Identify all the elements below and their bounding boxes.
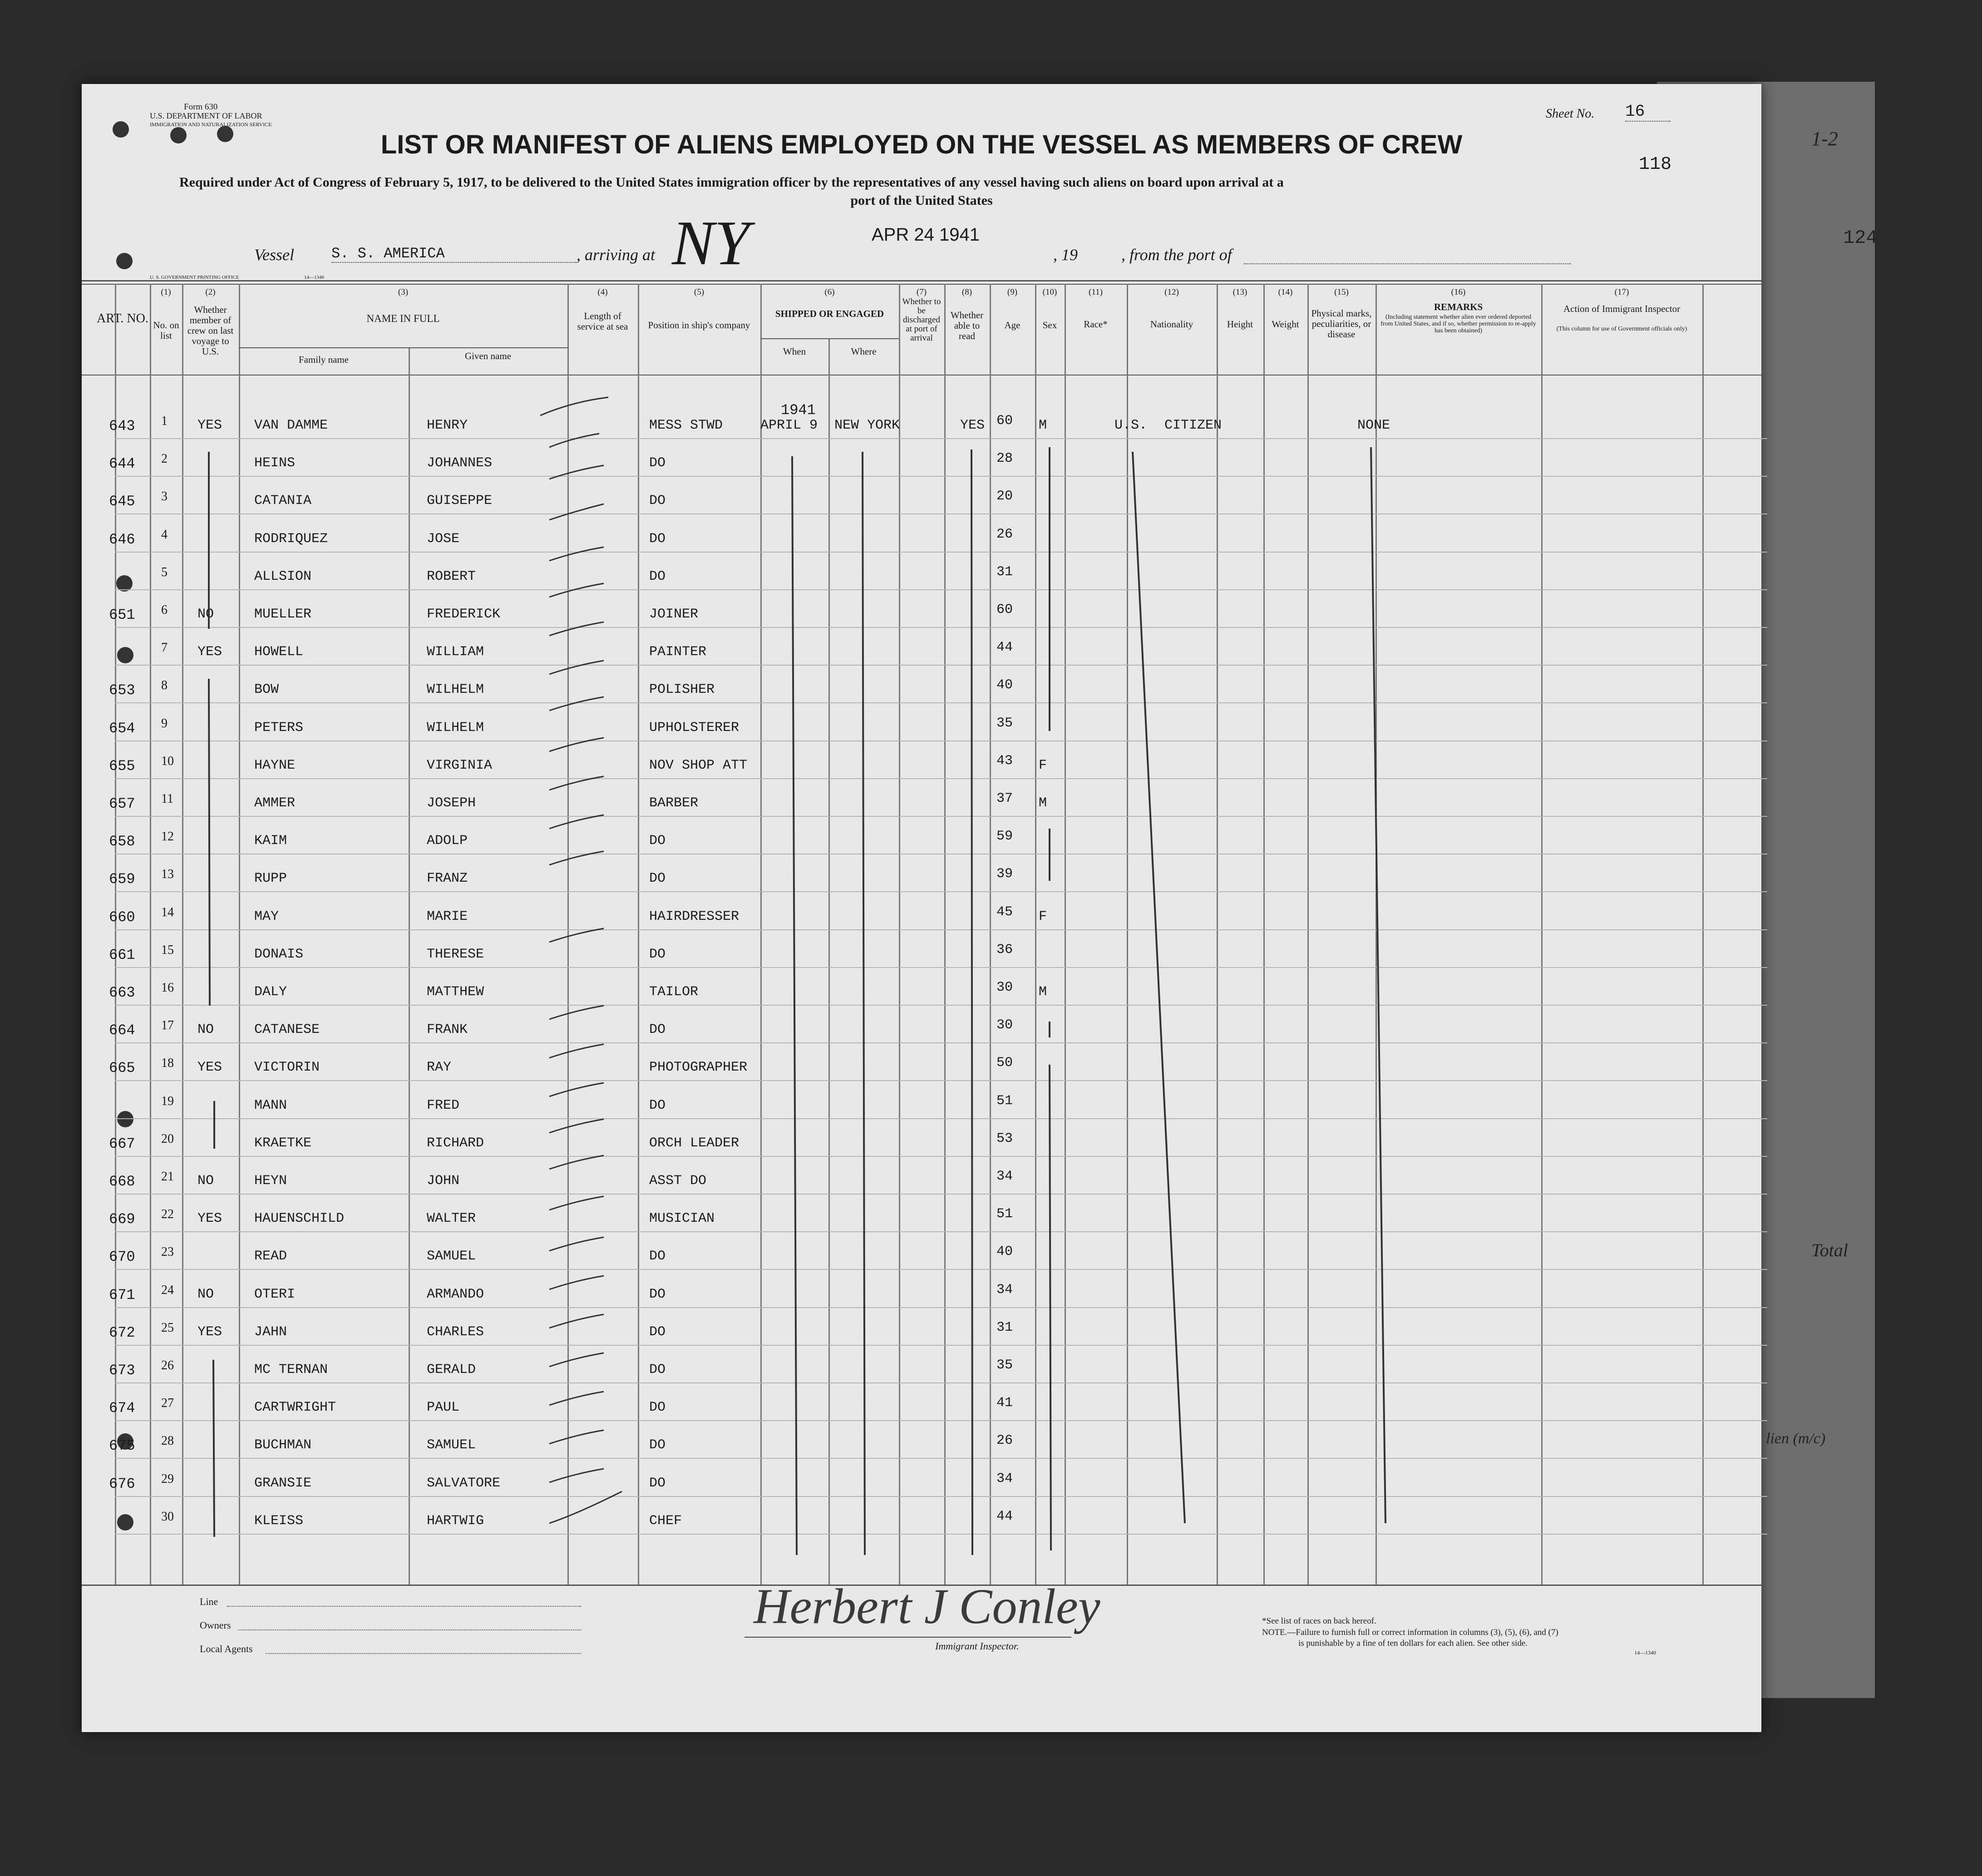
cell-given-name: FRED (427, 1097, 460, 1113)
cell-given-name: GUISEPPE (427, 493, 493, 509)
cell-position: POLISHER (649, 682, 715, 698)
cell-age: 26 (996, 1433, 1013, 1449)
cell-no-on-list: 13 (161, 867, 174, 882)
races-note: *See list of races on back hereof. (1262, 1616, 1376, 1626)
col-number: (15) (1334, 287, 1349, 297)
col-number: (6) (824, 287, 835, 297)
margin-note-1: 1-2 (1811, 128, 1838, 150)
art-no-header: ART. NO. (97, 311, 148, 326)
cell-no-on-list: 22 (161, 1207, 174, 1222)
cell-position: MUSICIAN (649, 1211, 715, 1227)
cell-art-no: 646 (109, 531, 135, 548)
cell-position: DO (649, 1437, 666, 1453)
col-family-name: Family name (298, 354, 349, 365)
sheet-number: 16 (1625, 102, 1671, 122)
penalty-note-2: is punishable by a fine of ten dollars for each alien. See other side. (1298, 1639, 1528, 1648)
cell-age: 37 (996, 791, 1013, 806)
cell-sex: M (1039, 795, 1047, 811)
cell-family-name: DALY (254, 984, 287, 1000)
cell-age: 44 (996, 1508, 1013, 1524)
cell-age: 39 (996, 866, 1013, 882)
cell-given-name: SAMUEL (427, 1437, 476, 1453)
cell-no-on-list: 18 (161, 1056, 174, 1071)
col-number: (9) (1007, 287, 1018, 297)
cell-given-name: WALTER (427, 1211, 476, 1227)
cell-family-name: RODRIQUEZ (254, 531, 328, 547)
cell-art-no: 654 (109, 720, 135, 737)
cell-family-name: RUPP (254, 871, 287, 887)
cell-art-no: 659 (109, 871, 135, 888)
col-remarks-note: (Including statement whether alien ever ordered deported from United States, and if so, whether permission to re-apply has been obtained) (1380, 314, 1536, 334)
cell-art-no: 657 (109, 795, 135, 812)
cell-family-name: KLEISS (254, 1513, 304, 1529)
col-sex: Sex (1042, 320, 1057, 331)
cell-previous-voyage: YES (197, 418, 222, 433)
cell-art-no: 667 (109, 1135, 135, 1152)
cell-no-on-list: 23 (161, 1245, 174, 1259)
cell-art-no: 644 (109, 455, 135, 473)
cell-family-name: CATANIA (254, 493, 312, 509)
col-inspector-note: (This column for use of Government officials only) (1556, 326, 1687, 332)
agents-field (266, 1653, 581, 1654)
cell-position: NOV SHOP ATT (649, 757, 748, 773)
cell-no-on-list: 28 (161, 1434, 174, 1448)
margin-note-total: Total (1811, 1240, 1848, 1260)
cell-previous-voyage: NO (197, 1022, 214, 1038)
cell-given-name: JOHN (427, 1173, 460, 1189)
cell-given-name: JOHANNES (427, 455, 493, 471)
cell-no-on-list: 14 (161, 905, 174, 919)
cell-art-no: 676 (109, 1475, 135, 1492)
col-shipped-where: Where (851, 346, 877, 357)
cell-position: DO (649, 871, 666, 887)
cell-position: JOINER (649, 607, 699, 622)
cell-position: UPHOLSTERER (649, 720, 740, 736)
cell-position: DO (649, 493, 666, 509)
cell-given-name: FREDERICK (427, 607, 501, 622)
cell-given-name: WILLIAM (427, 644, 484, 660)
cell-art-no: 661 (109, 946, 135, 963)
cell-no-on-list: 15 (161, 943, 174, 957)
cell-no-on-list: 17 (161, 1018, 174, 1033)
cell-age: 40 (996, 677, 1013, 693)
cell-no-on-list: 16 (161, 981, 174, 995)
cell-family-name: AMMER (254, 795, 296, 811)
cell-previous-voyage: NO (197, 1286, 214, 1302)
cell-age: 40 (996, 1244, 1013, 1260)
col-race: Race* (1084, 319, 1108, 330)
vessel-label: Vessel (254, 246, 294, 264)
cell-family-name: CARTWRIGHT (254, 1400, 336, 1416)
cell-no-on-list: 21 (161, 1170, 174, 1184)
col-number: (14) (1278, 287, 1293, 297)
cell-given-name: FRANK (427, 1022, 468, 1038)
cell-age: 30 (996, 1017, 1013, 1033)
page-title: LIST OR MANIFEST OF ALIENS EMPLOYED ON THE VESSEL AS MEMBERS OF CREW (380, 130, 1463, 159)
line-field (227, 1606, 581, 1607)
cell-family-name: BUCHMAN (254, 1437, 312, 1453)
cell-no-on-list: 29 (161, 1471, 174, 1486)
cell-age: 44 (996, 640, 1013, 656)
cell-family-name: HAUENSCHILD (254, 1211, 345, 1227)
cell-art-no: 655 (109, 757, 135, 775)
col-position: Position in ship's company (648, 320, 750, 331)
cell-art-no: 663 (109, 984, 135, 1001)
col-length-of-service: Length of service at sea (577, 311, 628, 332)
cell-age: 28 (996, 451, 1013, 467)
col-number: (3) (398, 287, 409, 297)
cell-given-name: ROBERT (427, 568, 476, 584)
cell-no-on-list: 3 (161, 489, 168, 504)
cell-previous-voyage: YES (197, 1211, 222, 1227)
cell-family-name: CATANESE (254, 1022, 320, 1038)
cell-art-no: 660 (109, 908, 135, 926)
inspector-label: Immigrant Inspector. (935, 1640, 1019, 1652)
cell-no-on-list: 10 (161, 754, 174, 768)
cell-family-name: PETERS (254, 720, 304, 736)
cell-position: CHEF (649, 1513, 682, 1529)
cell-age: 41 (996, 1395, 1013, 1411)
cell-sex: F (1039, 757, 1047, 773)
col-able-to-read: Whether able to read (950, 310, 984, 341)
col-number: (17) (1614, 287, 1629, 297)
cell-race: U.S. (1114, 418, 1148, 433)
cell-given-name: RICHARD (427, 1135, 484, 1151)
cell-age: 60 (996, 602, 1013, 617)
cell-no-on-list: 5 (161, 565, 168, 579)
cell-given-name: PAUL (427, 1400, 460, 1416)
cell-age: 53 (996, 1131, 1013, 1146)
cell-given-name: VIRGINIA (427, 757, 493, 773)
department-name: U.S. DEPARTMENT OF LABOR (150, 111, 262, 120)
col-number: (16) (1451, 287, 1466, 297)
cell-age: 26 (996, 526, 1013, 542)
cell-no-on-list: 26 (161, 1358, 174, 1372)
service-strokes (540, 397, 622, 1523)
cell-no-on-list: 2 (161, 452, 168, 466)
cell-given-name: RAY (427, 1060, 452, 1076)
cell-no-on-list: 6 (161, 603, 168, 617)
shipped-year: 1941 (781, 402, 816, 419)
col-number: (11) (1089, 287, 1103, 297)
cell-sex: F (1039, 908, 1047, 924)
cell-position: DO (649, 531, 666, 547)
cell-given-name: JOSEPH (427, 795, 476, 811)
col-physical-marks: Physical marks, peculiarities, or disease (1311, 308, 1372, 340)
col-height: Height (1227, 319, 1253, 330)
col-no-on-list: No. on list (153, 320, 179, 341)
cell-position: DO (649, 455, 666, 471)
cell-position: DO (649, 1362, 666, 1377)
cell-family-name: MANN (254, 1097, 287, 1113)
cell-no-on-list: 19 (161, 1094, 174, 1108)
cell-art-no: 672 (109, 1324, 135, 1341)
margin-note-2: 124 (1843, 227, 1878, 249)
cell-position: PAINTER (649, 644, 707, 660)
ditto-marks (82, 84, 1761, 1732)
cell-age: 60 (996, 413, 1013, 429)
cell-no-on-list: 4 (161, 527, 168, 542)
col-number: (10) (1042, 287, 1057, 297)
cell-art-no: 674 (109, 1400, 135, 1417)
cell-given-name: WILHELM (427, 682, 484, 698)
cell-previous-voyage: YES (197, 644, 222, 660)
cell-position: DO (649, 1475, 666, 1491)
arrival-date-stamp: APR 24 1941 (872, 225, 980, 245)
cell-art-no: 665 (109, 1060, 135, 1077)
cell-position: ORCH LEADER (649, 1135, 740, 1151)
cell-family-name: HAYNE (254, 757, 296, 773)
cell-given-name: JOSE (427, 531, 460, 547)
print-code: 14—1340 (304, 275, 324, 280)
cell-family-name: ALLSION (254, 568, 312, 584)
subtitle: Required under Act of Congress of February 5, 1917, to be delivered to the United States immigration officer by the representatives of any vessel having such aliens on board upon arrival at a (179, 175, 1284, 190)
cell-art-no: 668 (109, 1173, 135, 1190)
line-label: Line (200, 1596, 218, 1607)
col-previous-voyage: Whether member of crew on last voyage to U.S. (187, 304, 234, 357)
col-weight: Weight (1272, 319, 1299, 330)
inspector-signature: Herbert J Conley (754, 1579, 1100, 1634)
cell-position: MESS STWD (649, 418, 723, 433)
cell-art-no: 658 (109, 833, 135, 850)
cell-able-to-read: YES (960, 418, 985, 433)
cell-previous-voyage: NO (197, 607, 214, 622)
cell-family-name: BOW (254, 682, 279, 698)
cell-family-name: KAIM (254, 833, 287, 849)
cell-position: HAIRDRESSER (649, 908, 740, 924)
cell-art-no: 651 (109, 607, 135, 623)
cell-age: 20 (996, 489, 1013, 504)
cell-family-name: JAHN (254, 1324, 287, 1340)
cell-family-name: DONAIS (254, 946, 304, 962)
cell-given-name: GERALD (427, 1362, 476, 1377)
col-shipped-or-engaged: SHIPPED OR ENGAGED (775, 308, 884, 319)
cell-age: 31 (996, 1319, 1013, 1335)
owners-field (238, 1629, 581, 1630)
cell-age: 30 (996, 980, 1013, 995)
cell-position: ASST DO (649, 1173, 707, 1189)
arriving-port: NY (672, 208, 750, 278)
cell-art-no: 643 (109, 418, 135, 434)
cell-given-name: SAMUEL (427, 1249, 476, 1264)
cell-family-name: OTERI (254, 1286, 296, 1302)
col-number: (8) (961, 287, 972, 297)
cell-position: DO (649, 1324, 666, 1340)
cell-art-no: 671 (109, 1286, 135, 1303)
footer-code: 14—1340 (1634, 1649, 1656, 1656)
col-remarks: REMARKS (1434, 301, 1483, 312)
cell-no-on-list: 9 (161, 716, 168, 731)
cell-position: DO (649, 1249, 666, 1264)
cell-family-name: HEINS (254, 455, 296, 471)
cell-no-on-list: 7 (161, 641, 168, 655)
cell-position: DO (649, 1097, 666, 1113)
cell-position: PHOTOGRAPHER (649, 1060, 748, 1076)
cell-previous-voyage: YES (197, 1060, 222, 1076)
cell-given-name: CHARLES (427, 1324, 484, 1340)
margin-note-lien: lien (m/c) (1766, 1430, 1826, 1447)
vessel-name: S. S. AMERICA (331, 245, 577, 263)
col-number: (5) (694, 287, 705, 297)
cell-age: 34 (996, 1471, 1013, 1486)
cell-age: 45 (996, 904, 1013, 920)
cell-age: 43 (996, 753, 1013, 769)
cell-family-name: HOWELL (254, 644, 304, 660)
cell-no-on-list: 1 (161, 414, 168, 428)
cell-family-name: MUELLER (254, 607, 312, 622)
cell-position: DO (649, 568, 666, 584)
cell-family-name: HEYN (254, 1173, 287, 1189)
cell-art-no: 673 (109, 1362, 135, 1379)
subtitle-2: port of the United States (850, 193, 993, 208)
cell-age: 35 (996, 1358, 1013, 1373)
cell-position: BARBER (649, 795, 699, 811)
owners-label: Owners (200, 1619, 231, 1631)
cell-sex: M (1039, 418, 1047, 433)
page-number: 118 (1639, 154, 1672, 175)
cell-family-name: KRAETKE (254, 1135, 312, 1151)
cell-family-name: VAN DAMME (254, 418, 328, 433)
col-number: (12) (1164, 287, 1179, 297)
penalty-note: NOTE.—Failure to furnish full or correct information in columns (3), (5), (6), and (7) (1262, 1628, 1558, 1637)
cell-no-on-list: 12 (161, 829, 174, 844)
cell-age: 34 (996, 1169, 1013, 1184)
col-number: (4) (597, 287, 608, 297)
cell-position: DO (649, 1286, 666, 1302)
cell-physical-marks: NONE (1357, 418, 1390, 433)
cell-family-name: READ (254, 1249, 287, 1264)
cell-shipped-where: NEW YORK (834, 418, 900, 433)
cell-no-on-list: 8 (161, 678, 168, 693)
col-discharged: Whether to be discharged at port of arrival (902, 297, 941, 343)
cell-given-name: MARIE (427, 908, 468, 924)
cell-art-no: 645 (109, 493, 135, 510)
col-age: Age (1004, 320, 1021, 331)
cell-no-on-list: 30 (161, 1509, 174, 1524)
cell-no-on-list: 11 (161, 792, 173, 806)
cell-age: 34 (996, 1282, 1013, 1298)
cell-given-name: SALVATORE (427, 1475, 501, 1491)
cell-art-no: 675 (109, 1437, 135, 1455)
cell-given-name: ADOLP (427, 833, 468, 849)
cell-position: DO (649, 1400, 666, 1416)
cell-given-name: THERESE (427, 946, 484, 962)
col-number: (13) (1233, 287, 1247, 297)
cell-art-no: 664 (109, 1022, 135, 1039)
col-inspector-action: Action of Immigrant Inspector (1563, 303, 1681, 314)
cell-age: 35 (996, 715, 1013, 731)
cell-age: 36 (996, 942, 1013, 958)
col-number: (1) (161, 287, 171, 297)
cell-previous-voyage: YES (197, 1324, 222, 1340)
local-agents-label: Local Agents (200, 1643, 253, 1654)
cell-no-on-list: 27 (161, 1396, 174, 1411)
cell-family-name: MAY (254, 908, 279, 924)
form-number: Form 630 (184, 102, 218, 112)
sheet-label: Sheet No. (1546, 107, 1595, 121)
cell-no-on-list: 24 (161, 1283, 174, 1297)
from-port-label: , from the port of (1121, 246, 1232, 264)
cell-no-on-list: 20 (161, 1131, 174, 1146)
col-given-name: Given name (464, 351, 512, 361)
col-number: (7) (916, 287, 927, 297)
cell-given-name: MATTHEW (427, 984, 484, 1000)
col-nationality: Nationality (1150, 319, 1193, 330)
signature-line (744, 1637, 1071, 1638)
cell-sex: M (1039, 984, 1047, 1000)
year-label: , 19 (1053, 246, 1078, 264)
col-name-in-full: NAME IN FULL (366, 313, 440, 324)
cell-given-name: HARTWIG (427, 1513, 484, 1529)
arriving-label: , arriving at (577, 246, 656, 264)
cell-given-name: ARMANDO (427, 1286, 484, 1302)
cell-art-no: 669 (109, 1211, 135, 1228)
printing-office: U. S. GOVERNMENT PRINTING OFFICE (150, 275, 239, 280)
cell-art-no: 670 (109, 1249, 135, 1266)
cell-nationality: CITIZEN (1164, 418, 1222, 433)
cell-given-name: WILHELM (427, 720, 484, 736)
col-number: (2) (205, 287, 216, 297)
cell-age: 51 (996, 1093, 1013, 1109)
cell-age: 51 (996, 1206, 1013, 1222)
cell-age: 50 (996, 1055, 1013, 1071)
cell-family-name: MC TERNAN (254, 1362, 328, 1377)
cell-previous-voyage: NO (197, 1173, 214, 1189)
cell-position: DO (649, 833, 666, 849)
cell-age: 59 (996, 829, 1013, 844)
manifest-sheet (82, 84, 1761, 1732)
cell-given-name: HENRY (427, 418, 468, 433)
cell-family-name: VICTORIN (254, 1060, 320, 1076)
cell-given-name: FRANZ (427, 871, 468, 887)
cell-position: TAILOR (649, 984, 699, 1000)
cell-age: 31 (996, 564, 1013, 580)
cell-family-name: GRANSIE (254, 1475, 312, 1491)
service-name: IMMIGRATION AND NATURALIZATION SERVICE (150, 121, 272, 128)
cell-position: DO (649, 1022, 666, 1038)
cell-no-on-list: 25 (161, 1320, 174, 1335)
cell-position: DO (649, 946, 666, 962)
cell-shipped-when: APRIL 9 (760, 418, 818, 433)
cell-art-no: 653 (109, 682, 135, 699)
col-shipped-when: When (783, 346, 806, 357)
